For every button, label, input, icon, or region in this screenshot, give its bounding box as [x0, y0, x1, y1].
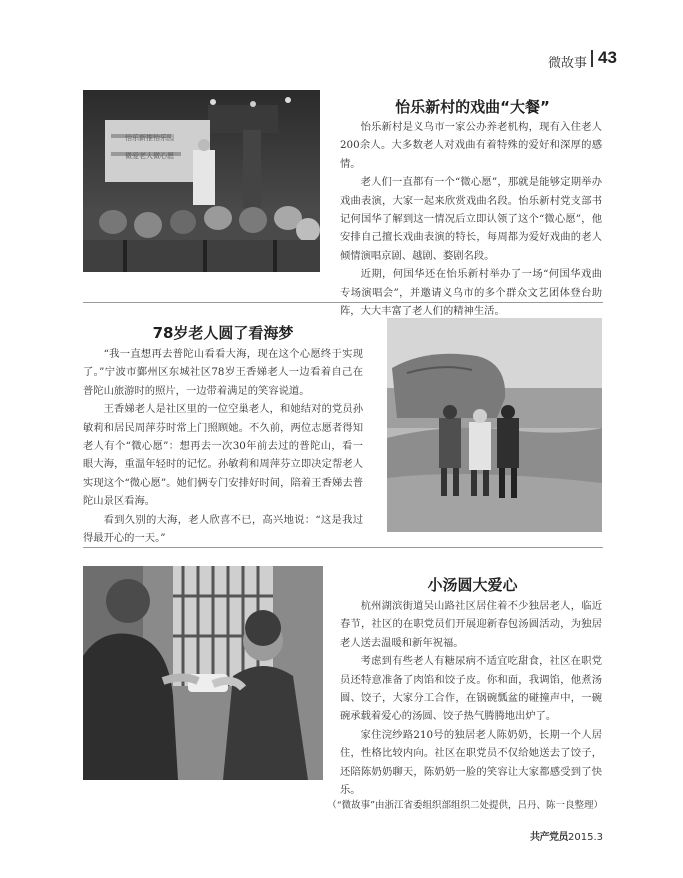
- article-title: 78岁老人圆了看海梦: [152, 324, 294, 342]
- paragraph: 王香娣老人是社区里的一位空巢老人，和她结对的党员孙敏莉和居民周萍芬时常上门照顾她。不久前，两位志愿者得知老人有个“微心愿”：想再去一次30年前去过的普陀山，看一眼大海，重温年轻时的记忆。孙敏莉和周萍芬立即决定帮老人实现这个“微心愿”。她们俩专门安排好时间，陪着王香娣去普陀山景区看海。: [83, 403, 363, 508]
- article-body: [83, 345, 363, 547]
- magazine-footer: [530, 828, 603, 843]
- screen-text-line1: 怡乐新推怡乐园: [125, 134, 174, 142]
- opera-performance-photo: [83, 90, 320, 272]
- paragraph: 考虑到有些老人有糖尿病不适宜吃甜食，社区在职党员还特意准备了肉馅和饺子皮。你和面，我调馅，他煮汤圆、饺子，大家分工合作，在锅碗瓢盆的碰撞声中，一碗碗承载着爱心的汤圆、饺子热气腾腾地出炉了。: [340, 655, 602, 723]
- page-number: 43: [598, 48, 617, 67]
- article-title: 怡乐新村的戏曲“大餐”: [395, 98, 550, 116]
- paragraph: 杭州湖滨街道吴山路社区居住着不少独居老人，临近春节，社区的在职党员们开展迎新春包汤圆活动，为独居老人送去温暖和新年祝福。: [340, 600, 602, 649]
- screen-text-line2: 微爱老人微心愿: [125, 152, 174, 160]
- paragraph: 看到久别的大海，老人欣喜不已，高兴地说：“这是我过得最开心的一天。”: [83, 513, 363, 545]
- paragraph: 近期，何国华还在怡乐新村举办了一场“何国华戏曲专场演唱会”，并邀请义乌市的多个群众文艺团体登台助阵，大大丰富了老人们的精神生活。: [340, 268, 602, 318]
- credits-note: （“微故事”由浙江省委组织部组织二处提供，吕丹、陈一良整理）: [327, 800, 603, 811]
- paragraph: 家住浣纱路210号的独居老人陈奶奶，长期一个人居住，性格比较内向。社区在职党员不仅给她送去了饺子，还陪陈奶奶聊天，陈奶奶一脸的笑容让大家都感受到了快乐。: [340, 728, 602, 797]
- paragraph: “我一直想再去普陀山看看大海，现在这个心愿终于实现了。”宁波市鄞州区东城社区78岁王香娣老人一边看着自己在普陀山旅游时的照片，一边带着满足的笑容说道。: [83, 348, 363, 397]
- paragraph: 老人们一直都有一个“微心愿”，那就是能够定期举办戏曲表演，大家一起来欣赏戏曲名段。怡乐新村党支部书记何国华了解到这一情况后立即认领了这个“微心愿”，他安排自己擅长戏曲表演的特长，每周都为爱好戏曲的老人倾情演唱京剧、越剧、婺剧名段。: [340, 176, 602, 262]
- article-body: [340, 597, 602, 799]
- seaside-rocks-photo: [387, 318, 602, 532]
- issue-date: 2015.3: [568, 832, 603, 843]
- header-divider: [591, 50, 593, 67]
- section-divider: [83, 547, 603, 548]
- dumpling-delivery-photo: [83, 566, 323, 780]
- section-label: 微故事: [547, 56, 587, 71]
- article-body: [340, 118, 602, 320]
- paragraph: 怡乐新村是义乌市一家公办养老机构，现有入住老人200余人。大多数老人对戏曲有着特殊的爱好和深厚的感情。: [340, 121, 602, 170]
- section-divider: [83, 302, 603, 303]
- article-title: 小汤圆大爱心: [427, 576, 518, 594]
- magazine-logo: 共产党员: [530, 832, 568, 843]
